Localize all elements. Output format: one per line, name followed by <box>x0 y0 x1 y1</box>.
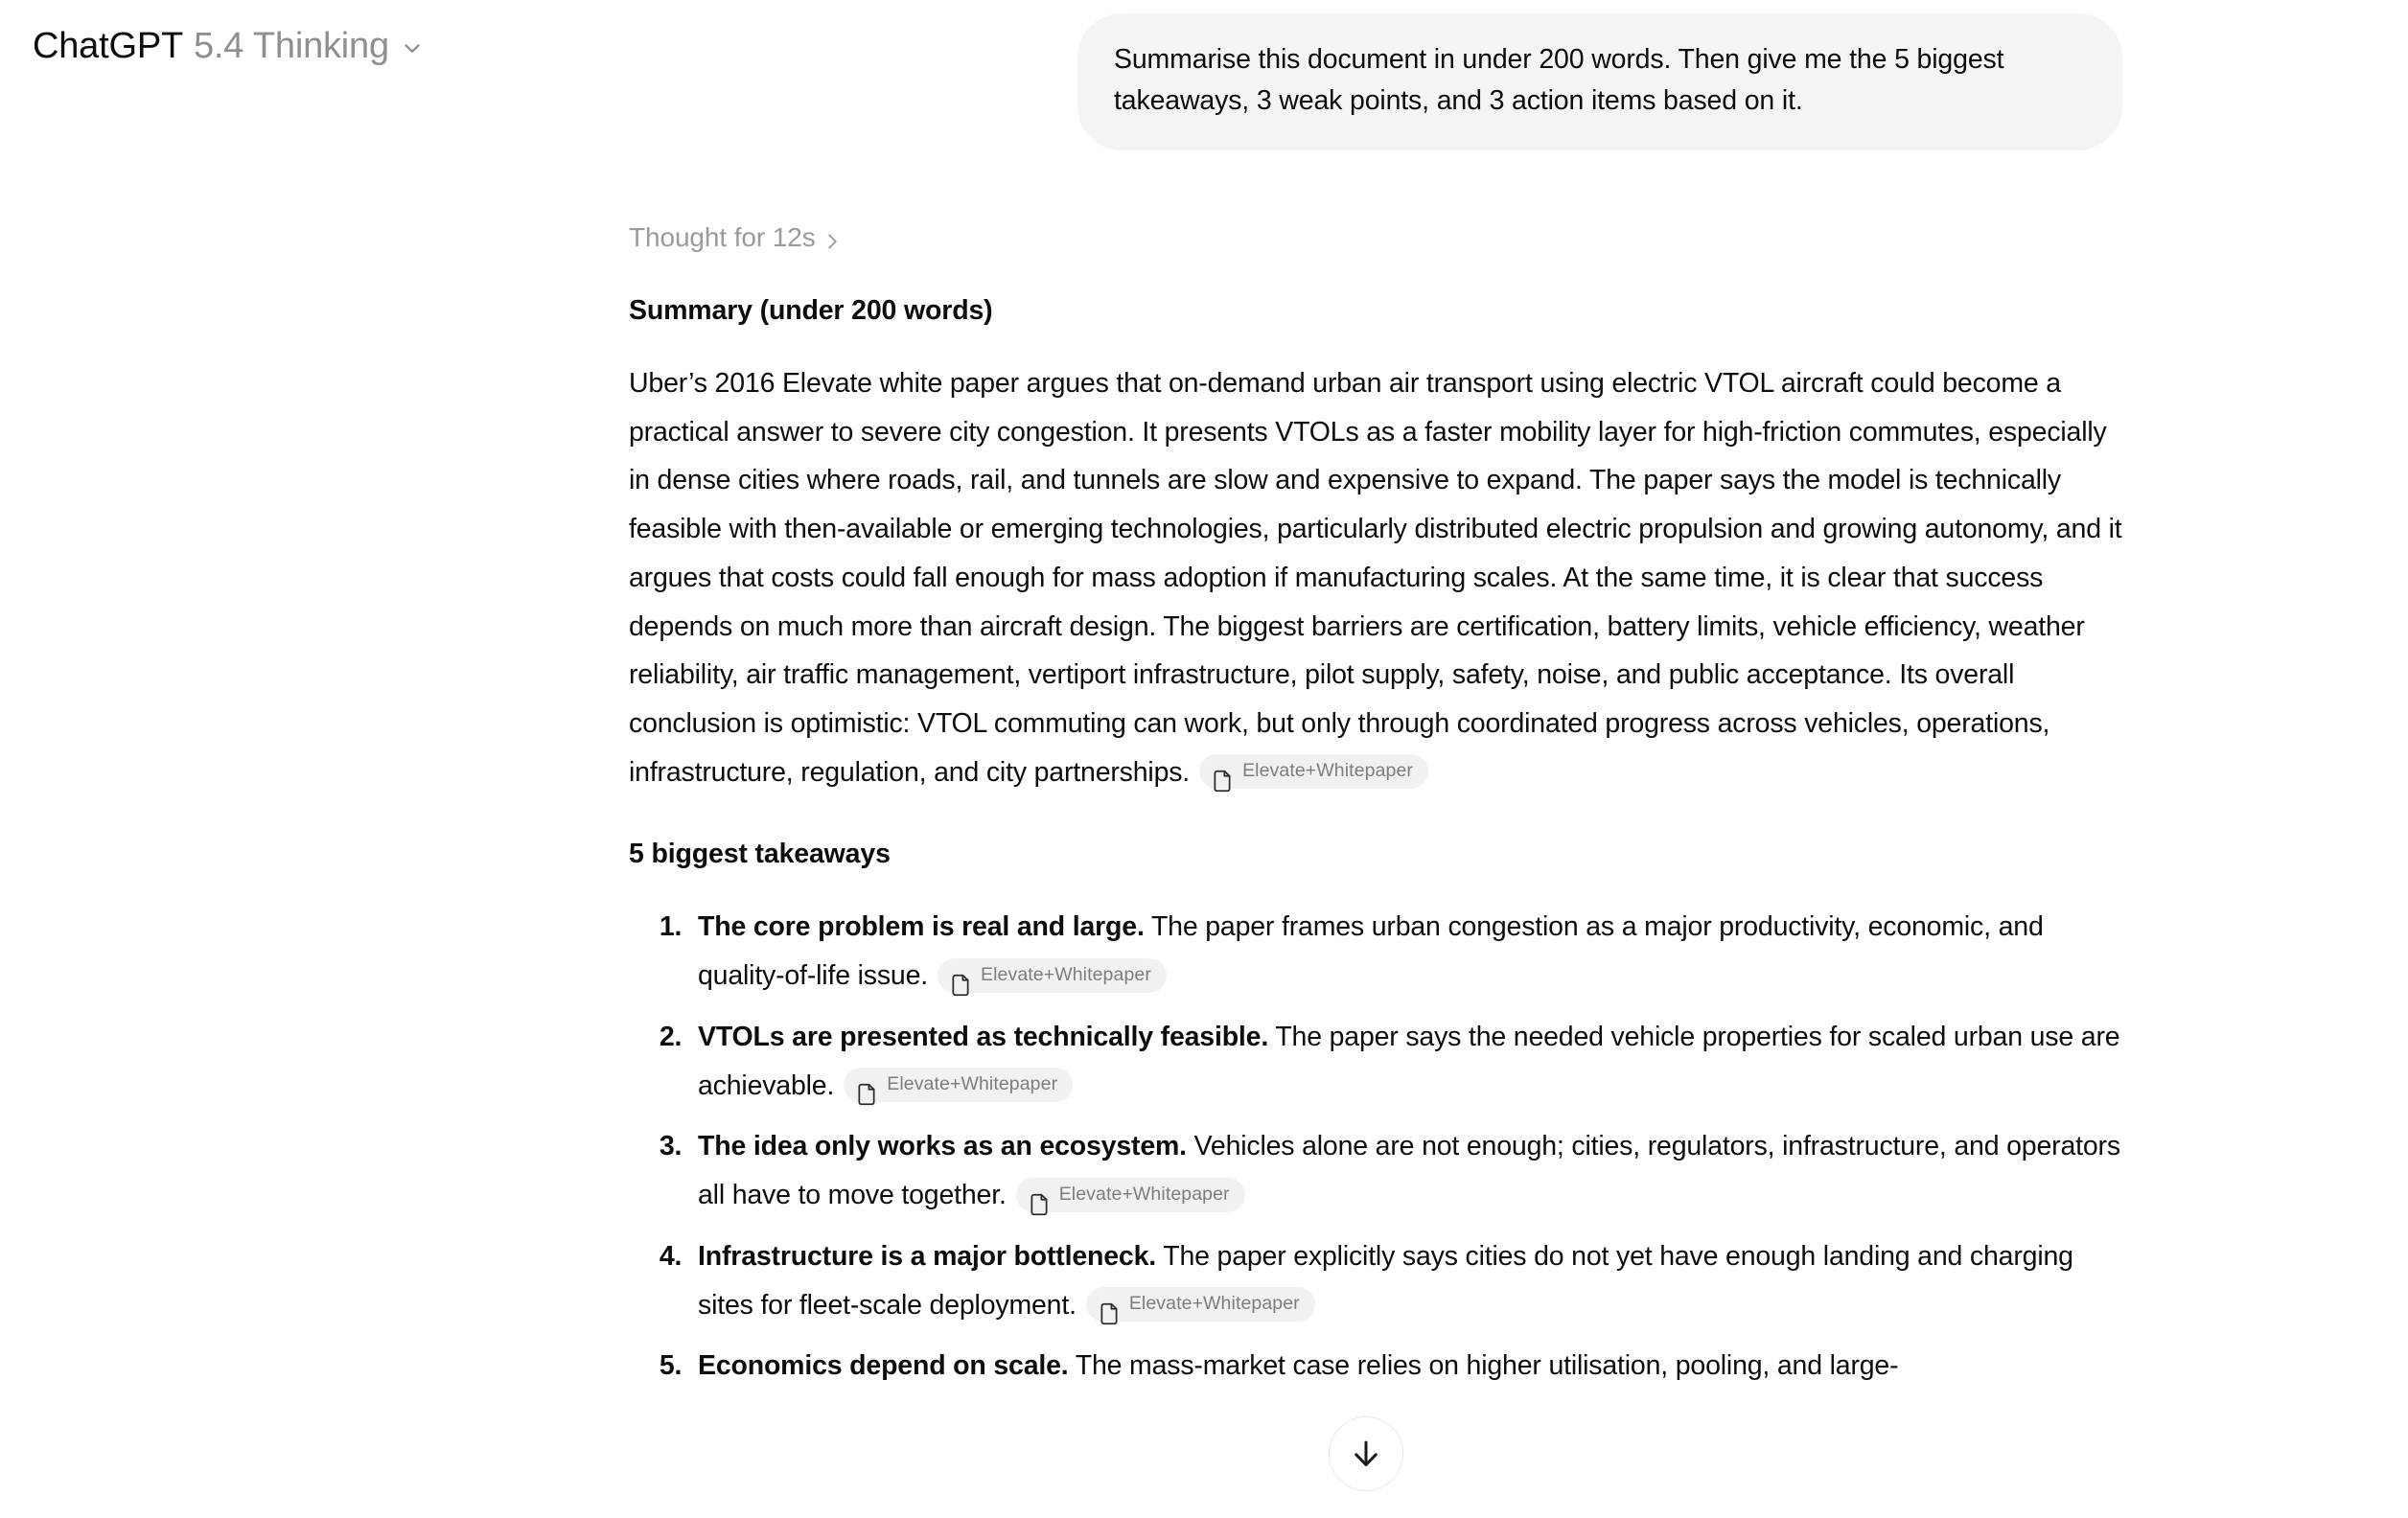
document-icon <box>1099 1293 1120 1316</box>
chevron-right-icon <box>824 228 841 249</box>
list-item <box>689 903 2130 1000</box>
list-item <box>689 1342 2130 1391</box>
takeaway-lead: The idea only works as an ecosystem. <box>698 1131 1187 1162</box>
document-icon <box>1029 1184 1050 1207</box>
user-message-bubble[interactable]: Summarise this document in under 200 words. Then give me the 5 biggest takeaways, 3 weak points, and 3 action items based on it. <box>1077 13 2122 150</box>
takeaway-text: The paper says the needed vehicle properties for scaled urban use are achievable. <box>698 1021 2120 1101</box>
thinking-disclosure-toggle[interactable] <box>629 222 841 253</box>
takeaway-text: The paper explicitly says cities do not yet have enough landing and charging sites for fleet-scale deployment. <box>698 1240 2073 1321</box>
takeaways-list <box>629 903 2130 1390</box>
takeaway-text: The paper frames urban congestion as a major productivity, economic, and quality-of-life issue. <box>698 911 2044 992</box>
document-icon <box>856 1073 877 1096</box>
takeaway-text: The mass-market case relies on higher utilisation, pooling, and large- <box>1075 1350 1899 1382</box>
citation-chip[interactable] <box>844 1068 1073 1102</box>
citation-label: Elevate+Whitepaper <box>1128 1293 1300 1315</box>
takeaway-lead: Infrastructure is a major bottleneck. <box>698 1240 1156 1272</box>
citation-chip[interactable] <box>1086 1287 1315 1322</box>
document-icon <box>950 964 971 987</box>
citation-chip[interactable] <box>938 958 1167 993</box>
model-switcher-button[interactable] <box>25 22 432 70</box>
assistant-message-body <box>629 295 2130 1403</box>
takeaway-lead: The core problem is real and large. <box>698 911 1145 943</box>
thinking-label: Thought for 12s <box>629 222 816 252</box>
list-item <box>689 1232 2130 1329</box>
document-icon <box>1212 760 1233 783</box>
takeaways-heading: 5 biggest takeaways <box>629 839 891 870</box>
list-item <box>689 1013 2130 1110</box>
citation-label: Elevate+Whitepaper <box>1242 760 1414 782</box>
scroll-to-bottom-button[interactable] <box>1329 1416 1403 1491</box>
arrow-down-icon <box>1348 1436 1384 1472</box>
summary-heading: Summary (under 200 words) <box>629 295 993 326</box>
chevron-down-icon <box>400 35 425 60</box>
list-item <box>689 1122 2130 1219</box>
summary-paragraph <box>629 359 2130 796</box>
citation-label: Elevate+Whitepaper <box>980 963 1151 985</box>
user-message-row <box>1077 13 2122 150</box>
model-version-label: 5.4 Thinking <box>193 26 389 66</box>
citation-chip[interactable] <box>1016 1178 1245 1212</box>
summary-paragraph-text: Uber’s 2016 Elevate white paper argues that on-demand urban air transport using electric VTOL aircraft could become a practical answer to severe city congestion. It presents VTOLs as a faster mobility layer for high-friction commutes, especially in dense cities where roads, rail, and tunnels are slow and expensive to expand. The paper says the model is technically feasible with then-available or emerging technologies, particularly distributed electric propulsion and growing autonomy, and it argues that costs could fall enough for mass adoption if manufacturing scales. At the same time, it is clear that success depends on much more than aircraft design. The biggest barriers are certification, battery limits, vehicle efficiency, weather reliability, air traffic management, vertiport infrastructure, pilot supply, safety, noise, and public acceptance. Its overall conclusion is optimistic: VTOL commuting can work, but only through coordinated progress across vehicles, operations, infrastructure, regulation, and city partnerships. <box>629 368 2122 788</box>
citation-label: Elevate+Whitepaper <box>887 1073 1058 1095</box>
app-title: ChatGPT <box>33 26 183 66</box>
takeaway-lead: VTOLs are presented as technically feasible. <box>698 1021 1269 1052</box>
citation-chip[interactable] <box>1199 754 1428 789</box>
top-bar <box>0 0 432 92</box>
takeaway-text: Vehicles alone are not enough; cities, regulators, infrastructure, and operators all have to move together. <box>698 1131 2120 1211</box>
citation-label: Elevate+Whitepaper <box>1058 1183 1230 1205</box>
takeaway-lead: Economics depend on scale. <box>698 1350 1069 1382</box>
